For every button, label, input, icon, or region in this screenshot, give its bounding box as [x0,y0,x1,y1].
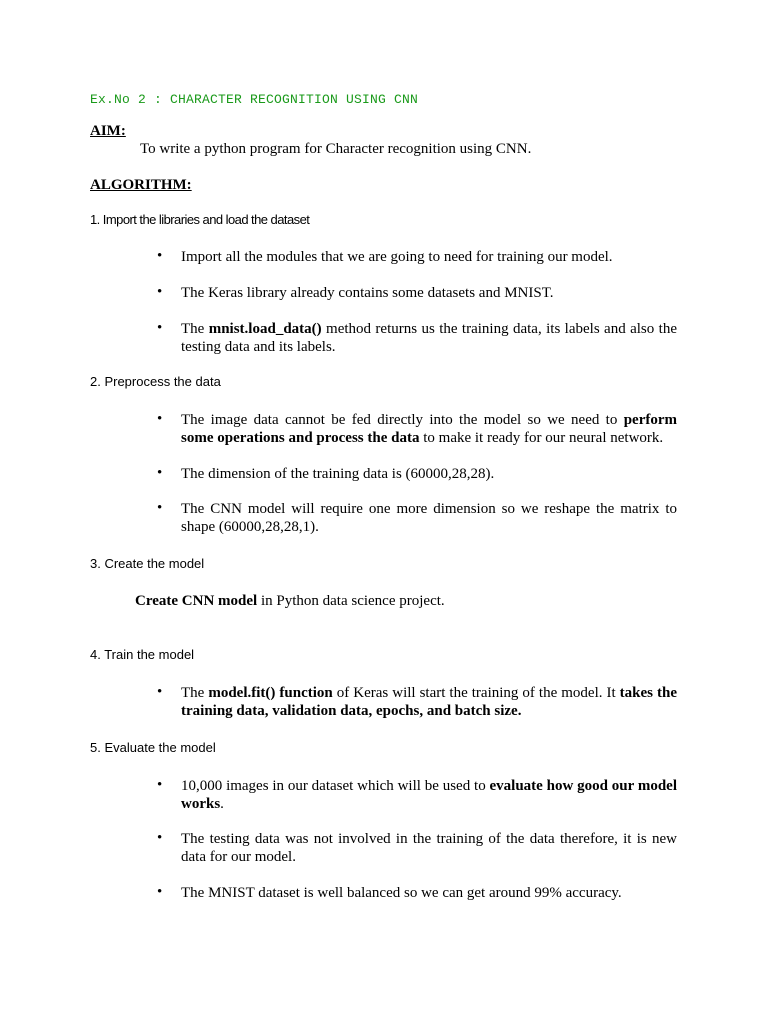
step-5-item-2 [181,830,677,866]
step-2-item-3 [181,500,677,536]
text-run: Import all the modules that we are going to need for training our model. [181,249,613,265]
step-3-paragraph [135,593,445,610]
bullet-icon: • [157,777,163,793]
bullet-icon: • [157,320,163,336]
bold-text: Create CNN model [135,593,258,609]
exercise-title: Ex.No 2 : CHARACTER RECOGNITION USING CNN [90,92,419,107]
bullet-icon: • [157,248,163,264]
bullet-icon: • [157,884,163,900]
aim-text: To write a python program for Character recognition using CNN. [140,141,532,157]
bullet-icon: • [157,830,163,846]
text-run: The Keras library already contains some datasets and MNIST. [181,285,554,301]
step-5-item-3 [181,884,677,902]
step-5-item-1 [181,777,677,813]
algorithm-heading: ALGORITHM: [90,177,192,193]
step-4-label: 4. Train the model [90,647,195,662]
bullet-icon: • [157,411,163,427]
bold-text: model.fit() function [208,685,333,701]
text-run: of Keras will start the training of the model. It [332,685,620,701]
bold-text: takes the training data, validation data, epochs, and batch size. [181,685,678,719]
step-1-item-2 [181,284,677,302]
bullet-icon: • [157,500,163,516]
step-3-label: 3. Create the model [90,556,205,571]
aim-heading: AIM: [90,123,126,139]
step-2-item-2 [181,465,677,483]
step-4-item-1 [181,684,677,720]
step-1-item-1 [181,248,677,266]
text-run: The dimension of the training data is (60000,28,28). [181,466,495,482]
step-1-label: 1. Import the libraries and load the dataset [90,212,310,227]
text-run: to make it ready for our neural network. [419,430,664,446]
bullet-icon: • [157,284,163,300]
bold-text: perform some operations and process the data [181,412,677,446]
text-run: The image data cannot be fed directly into the model so we need to [181,412,624,428]
bullet-icon: • [157,465,163,481]
bullet-icon: • [157,684,163,700]
text-run: 10,000 images in our dataset which will be used to [181,778,490,794]
bold-text: mnist.load_data() [208,321,322,337]
text-run: method returns us the training data, its labels and also the testing data and its labels. [181,321,677,355]
text-run: The MNIST dataset is well balanced so we can get around 99% accuracy. [181,885,622,901]
text-run: . [220,796,224,812]
step-2-label: 2. Preprocess the data [90,374,221,389]
text-run: The testing data was not involved in the training of the data therefore, it is new data for our model. [181,831,677,865]
text-run: The CNN model will require one more dimension so we reshape the matrix to shape (60000,28,28,1). [181,501,677,535]
step-1-item-3 [181,320,677,356]
bold-text: evaluate how good our model works [181,778,678,812]
text-run: in Python data science project. [257,593,445,609]
step-5-label: 5. Evaluate the model [90,740,216,755]
text-run: The [181,685,209,701]
text-run: The [181,321,209,337]
step-2-item-1 [181,411,677,447]
